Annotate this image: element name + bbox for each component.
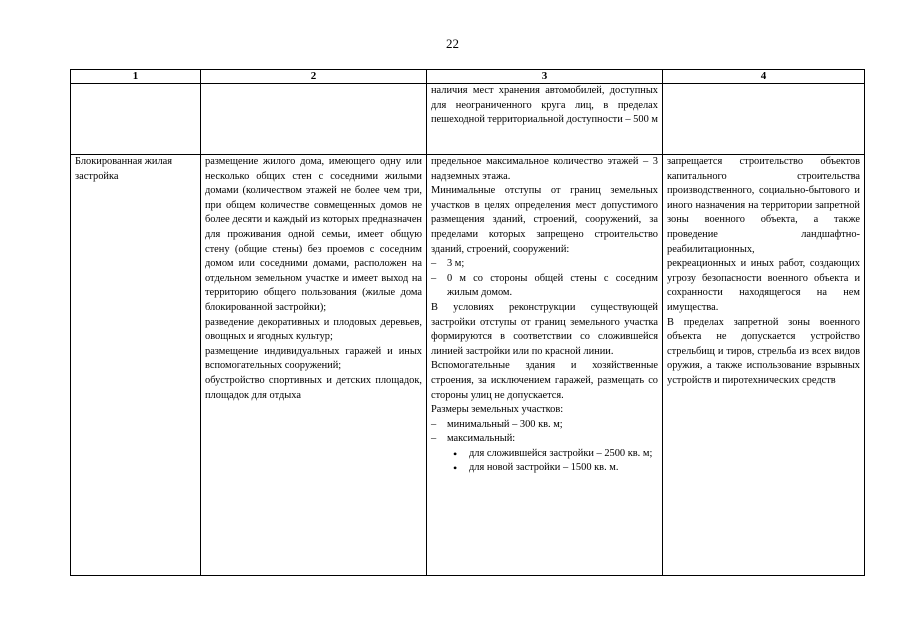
list-item: • для новой застройки – 1500 кв. м. <box>451 461 658 476</box>
land-use-type: Блокированная жилая застройка <box>71 155 201 576</box>
use-description-para: обустройство спортивных и детских площадок, площадок для отдыха <box>205 374 422 401</box>
use-description-para: разведение декоративных и плодовых деревьев, овощных и ягодных культур; <box>205 316 422 343</box>
parameters-cell <box>427 155 663 576</box>
continuation-row <box>71 84 865 155</box>
header-col-1: 1 <box>71 70 201 84</box>
plot-size-list <box>431 418 658 447</box>
param-reconstruction: В условиях реконструкции существующей застройки отступы от границ земельного участка формируются в соответствии со сложившейся линией застройки или по красной линии. <box>431 301 658 357</box>
setback-list <box>431 257 658 301</box>
restriction-para: запрещается строительство объектов капитального строительства производственного, социально-бытового и иного назначения на территории запретной зоны военного объекта, а также проведение ландшафтно-реабилитационных, <box>667 156 860 255</box>
cont-cell-2 <box>201 84 427 155</box>
list-item <box>431 432 658 447</box>
cont-cell-1 <box>71 84 201 155</box>
list-item: • для сложившейся застройки – 2500 кв. м; <box>451 447 658 462</box>
param-auxiliary: Вспомогательные здания и хозяйственные строения, за исключением гаражей, размещать со стороны улиц не допускается. <box>431 360 658 401</box>
page-number: 22 <box>446 36 459 51</box>
header-col-2: 2 <box>201 70 427 84</box>
max-size-label: максимальный: <box>447 433 516 445</box>
cont-cell-3: наличия мест хранения автомобилей, доступных для неограниченного круга лиц, в пределах пешеходной территориальной доступности – 500 м <box>427 84 663 155</box>
header-row <box>71 70 865 84</box>
list-item: – минимальный – 300 кв. м; <box>431 418 658 433</box>
use-description-para: размещение жилого дома, имеющего одну или несколько общих стен с соседними жилыми домами (количеством этажей не более чем три, при общем количестве совмещенных домов не более десяти и каждый из которых предназначен для проживания одной семьи, имеет общую стену (общие стены) без проемов с соседним домом или соседними домами, расположен на отдельном земельном участке и имеет выход на территорию общего пользования (жилые дома блокированной застройки); <box>205 156 422 313</box>
restriction-para: рекреационных и иных работ, создающих угрозу безопасности военного объекта и сохранности находящегося на нем имущества. <box>667 258 860 313</box>
list-item: – 0 м со стороны общей стены с соседним жилым домом. <box>431 272 658 301</box>
zoning-table <box>70 69 865 576</box>
main-row <box>71 155 865 576</box>
cont-cell-4 <box>663 84 865 155</box>
use-description-para: размещение индивидуальных гаражей и иных вспомогательных сооружений; <box>205 345 422 372</box>
restrictions-cell <box>663 155 865 576</box>
param-floors: предельное максимальное количество этажей – 3 надземных этажа. <box>431 156 658 182</box>
param-plot-sizes: Размеры земельных участков: <box>431 404 564 416</box>
header-col-4: 4 <box>663 70 865 84</box>
max-size-bullets <box>431 447 658 476</box>
use-description-cell <box>201 155 427 576</box>
header-col-3: 3 <box>427 70 663 84</box>
list-item: – 3 м; <box>431 257 658 272</box>
restriction-para: В пределах запретной зоны военного объекта не допускается устройство стрельбищ и тиров, стрельба из всех видов оружия, а также использование взрывных устройств и пиротехнических средств <box>667 316 860 386</box>
param-setbacks: Минимальные отступы от границ земельных участков в целях определения мест допустимого размещения зданий, строений, сооружений, за пределами которых запрещено строительство зданий, строений, сооружений: <box>431 185 658 255</box>
